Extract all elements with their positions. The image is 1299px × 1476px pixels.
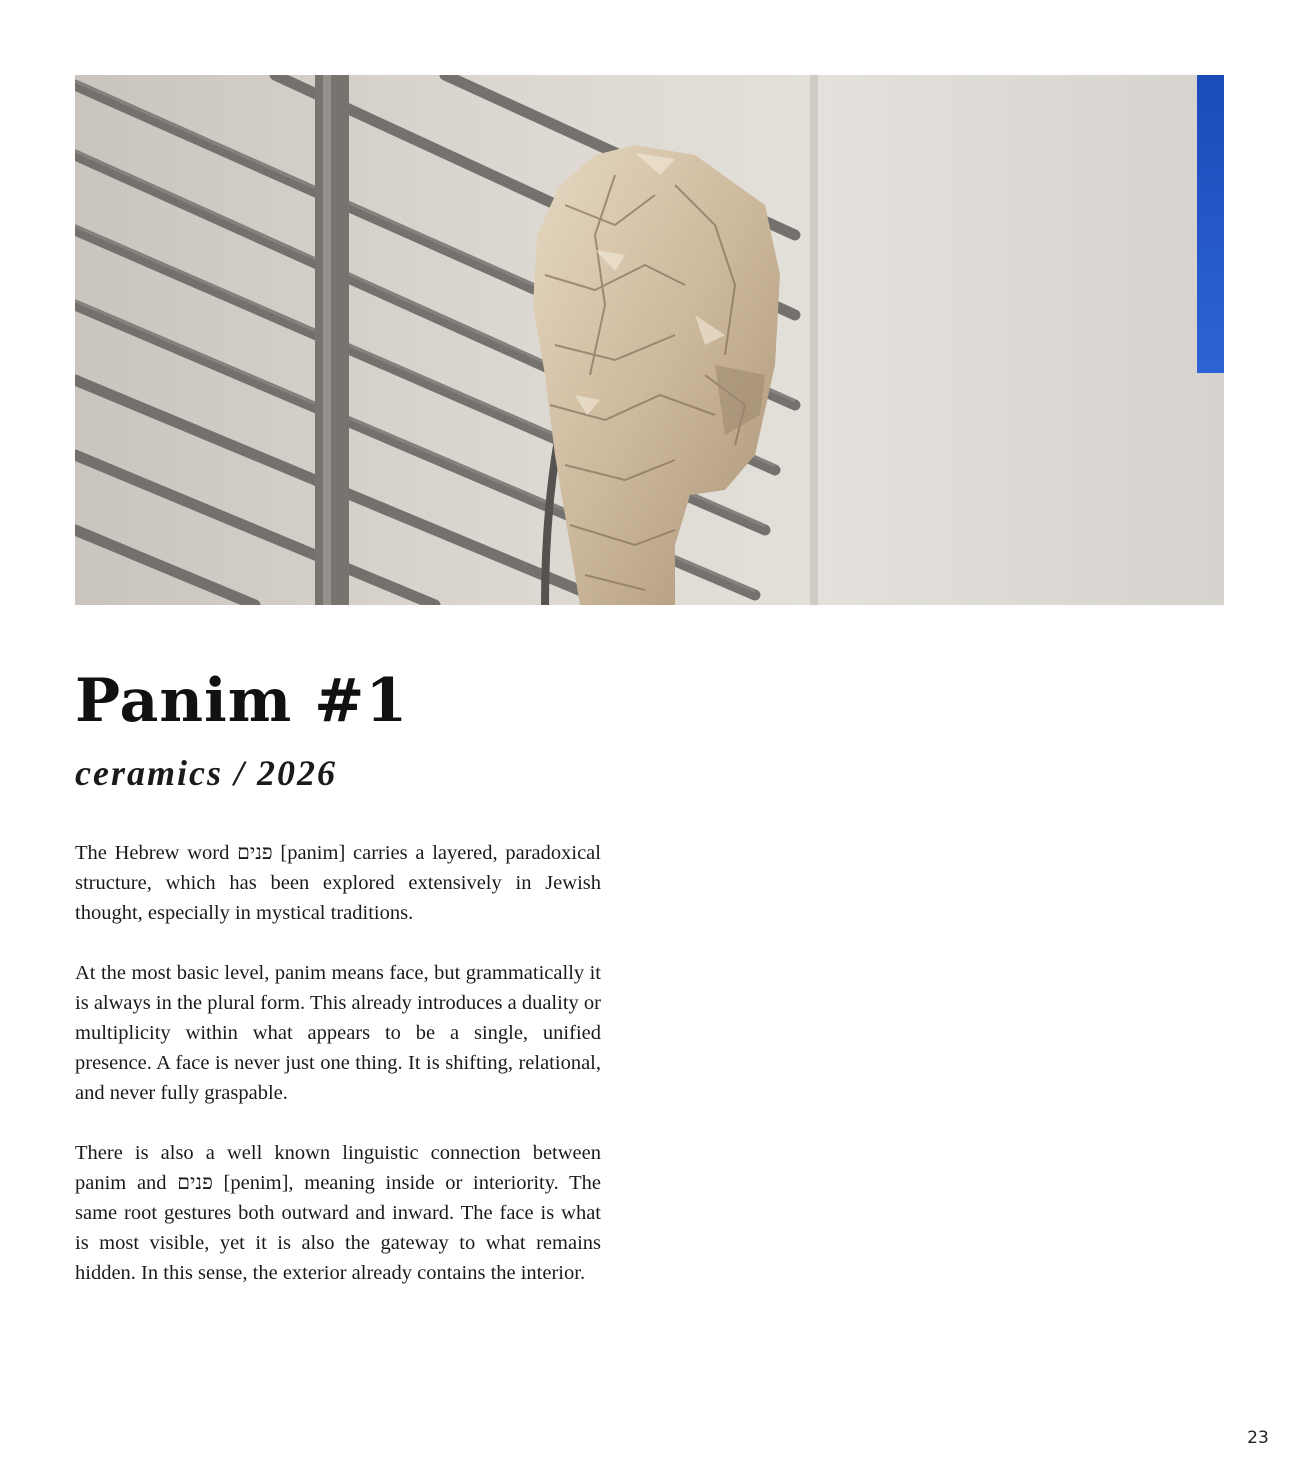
page-number: 23 [1247,1428,1269,1448]
artwork-title: Panim #1 [75,666,409,736]
description-paragraph: There is also a well known linguistic connection between panim and פנים [penim], meaning inside or interiority. The same root gestures both outward and inward. The face is what is most visible, yet it is also the gateway to what remains hidden. In this sense, the exterior already contains the interior. [75,1142,601,1284]
artwork-photo [75,75,1224,605]
artwork-description [75,838,601,1318]
description-paragraph: At the most basic level, panim means face, but grammatically it is always in the plural form. This already introduces a duality or multiplicity within what appears to be a single, unified presence. A face is never just one thing. It is shifting, relational, and never fully graspable. [75,962,601,1104]
artwork-subtitle: ceramics / 2026 [75,753,337,793]
ceramic-sculpture-photo [75,75,1224,605]
description-paragraph: The Hebrew word פנים [panim] carries a layered, paradoxical structure, which has been explored extensively in Jewish thought, especially in mystical traditions. [75,842,601,924]
